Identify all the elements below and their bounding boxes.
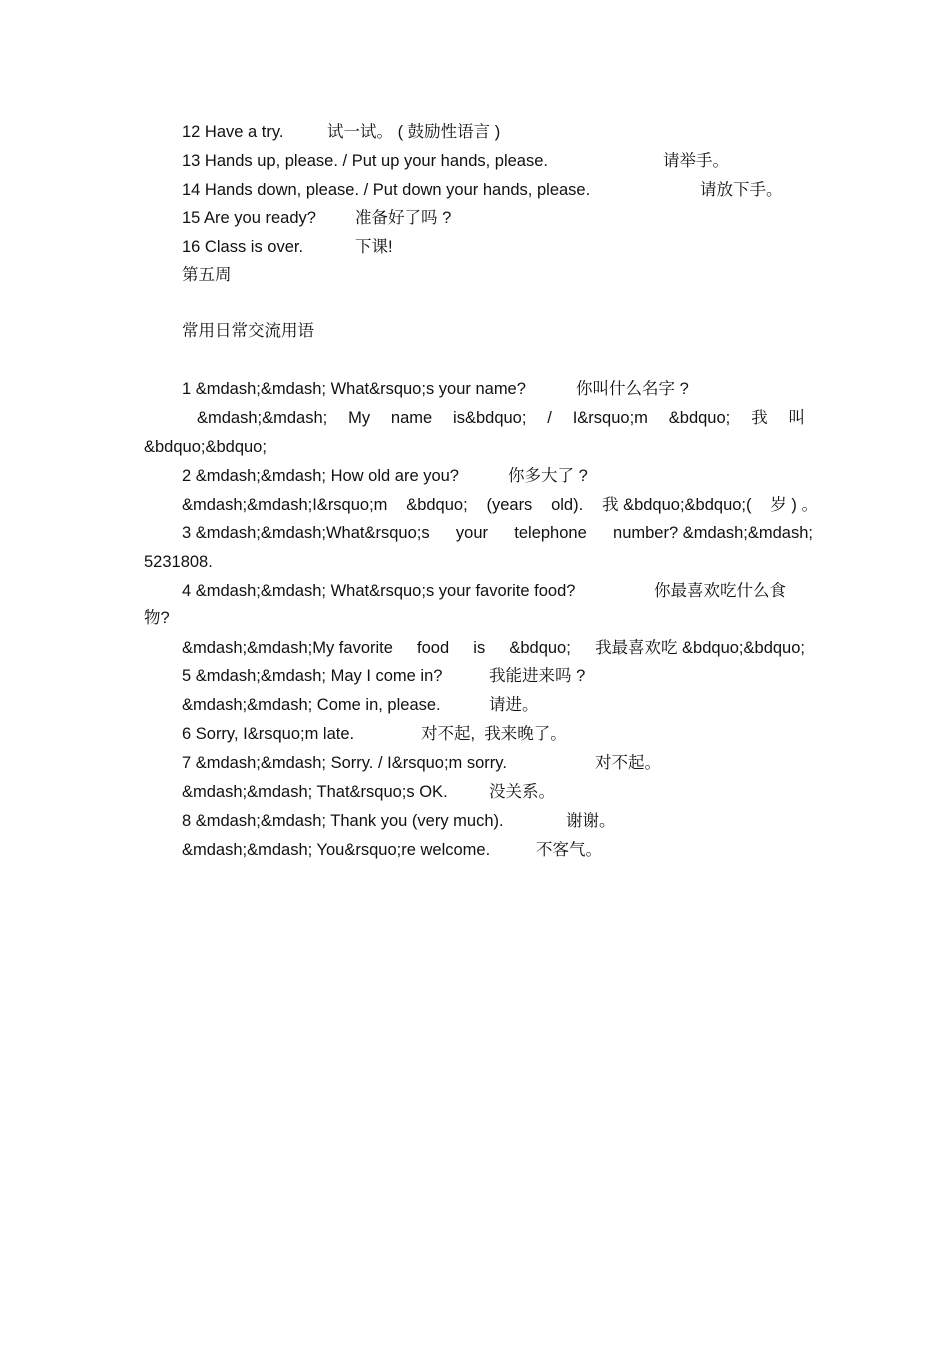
- q8-chinese: 谢谢。: [566, 812, 616, 830]
- line-14-english: 14 Hands down, please. / Put down your hands, please.: [182, 181, 591, 199]
- q3-line: [182, 522, 813, 544]
- a4-part: &mdash;&mdash;My favorite: [182, 639, 393, 657]
- q3-part: 3 &mdash;&mdash;What&rsquo;s: [182, 524, 430, 542]
- q7-chinese: 对不起。: [595, 754, 661, 772]
- q7-english: 7 &mdash;&mdash; Sorry. / I&rsquo;m sorry.: [182, 754, 507, 772]
- q8-english: 8 &mdash;&mdash; Thank you (very much).: [182, 812, 504, 830]
- q3-part: your: [455, 524, 488, 542]
- q3-part: telephone: [514, 524, 587, 542]
- line-13-english: 13 Hands up, please. / Put up your hands, please.: [182, 152, 548, 170]
- q4-continuation: 物?: [144, 609, 170, 627]
- a5-chinese: 请进。: [489, 696, 539, 714]
- a5-english: &mdash;&mdash; Come in, please.: [182, 696, 441, 714]
- a1-part: 我: [751, 409, 768, 427]
- a1-part: &mdash;&mdash;: [197, 409, 328, 427]
- q3-continuation: 5231808.: [144, 553, 213, 571]
- a4-part: &bdquo;: [509, 639, 571, 657]
- line-12-chinese: 试一试。 ( 鼓励性语言 ): [327, 123, 501, 141]
- a4-part: 我最喜欢吃 &bdquo;&bdquo;: [594, 639, 805, 657]
- a2-part: 我 &bdquo;&bdquo;(: [601, 496, 752, 514]
- a7-english: &mdash;&mdash; That&rsquo;s OK.: [182, 783, 448, 801]
- line-12-english: 12 Have a try.: [182, 123, 284, 141]
- line-15-english: 15 Are you ready?: [182, 209, 316, 227]
- a2-part: old).: [551, 496, 584, 514]
- a1-part: name: [390, 409, 433, 427]
- q6-chinese: 对不起, 我来晚了。: [421, 725, 567, 743]
- q6-english: 6 Sorry, I&rsquo;m late.: [182, 725, 355, 743]
- a1-continuation: &bdquo;&bdquo;: [144, 438, 267, 456]
- q1-english: 1 &mdash;&mdash; What&rsquo;s your name?: [182, 380, 526, 398]
- a4-line: [182, 637, 805, 659]
- a2-part: (years: [486, 496, 533, 514]
- line-15-chinese: 准备好了吗 ?: [355, 209, 452, 227]
- a7-chinese: 没关系。: [489, 783, 555, 801]
- q5-chinese: 我能进来吗 ?: [489, 667, 586, 685]
- a2-part: 岁 ) 。: [770, 496, 818, 514]
- a1-line: [197, 407, 805, 429]
- a1-part: /: [547, 409, 552, 427]
- q2-english: 2 &mdash;&mdash; How old are you?: [182, 467, 459, 485]
- week-heading: 第五周: [182, 266, 232, 284]
- a2-part: &mdash;&mdash;I&rsquo;m: [182, 496, 388, 514]
- line-13-chinese: 请举手。: [663, 152, 729, 170]
- line-16-english: 16 Class is over.: [182, 238, 304, 256]
- a1-part: is&bdquo;: [453, 409, 527, 427]
- a1-part: &bdquo;: [668, 409, 731, 427]
- a8-english: &mdash;&mdash; You&rsquo;re welcome.: [182, 841, 491, 859]
- q4-english: 4 &mdash;&mdash; What&rsquo;s your favorite food?: [182, 582, 576, 600]
- a1-part: 叫: [788, 409, 805, 427]
- a1-part: I&rsquo;m: [572, 409, 648, 427]
- a4-part: is: [473, 639, 486, 657]
- q4-chinese: 你最喜欢吃什么食: [654, 582, 786, 600]
- a4-part: food: [417, 639, 450, 657]
- q3-part: number? &mdash;&mdash;: [613, 524, 813, 542]
- line-16-chinese: 下课!: [355, 238, 393, 256]
- a1-part: My: [348, 409, 371, 427]
- q1-chinese: 你叫什么名字 ?: [576, 380, 689, 398]
- a2-line: [182, 494, 818, 516]
- line-14-chinese: 请放下手。: [700, 181, 783, 199]
- q5-english: 5 &mdash;&mdash; May I come in?: [182, 667, 443, 685]
- a8-chinese: 不客气。: [536, 841, 602, 859]
- a2-part: &bdquo;: [406, 496, 468, 514]
- q2-chinese: 你多大了 ?: [508, 467, 588, 485]
- section-heading: 常用日常交流用语: [182, 322, 314, 340]
